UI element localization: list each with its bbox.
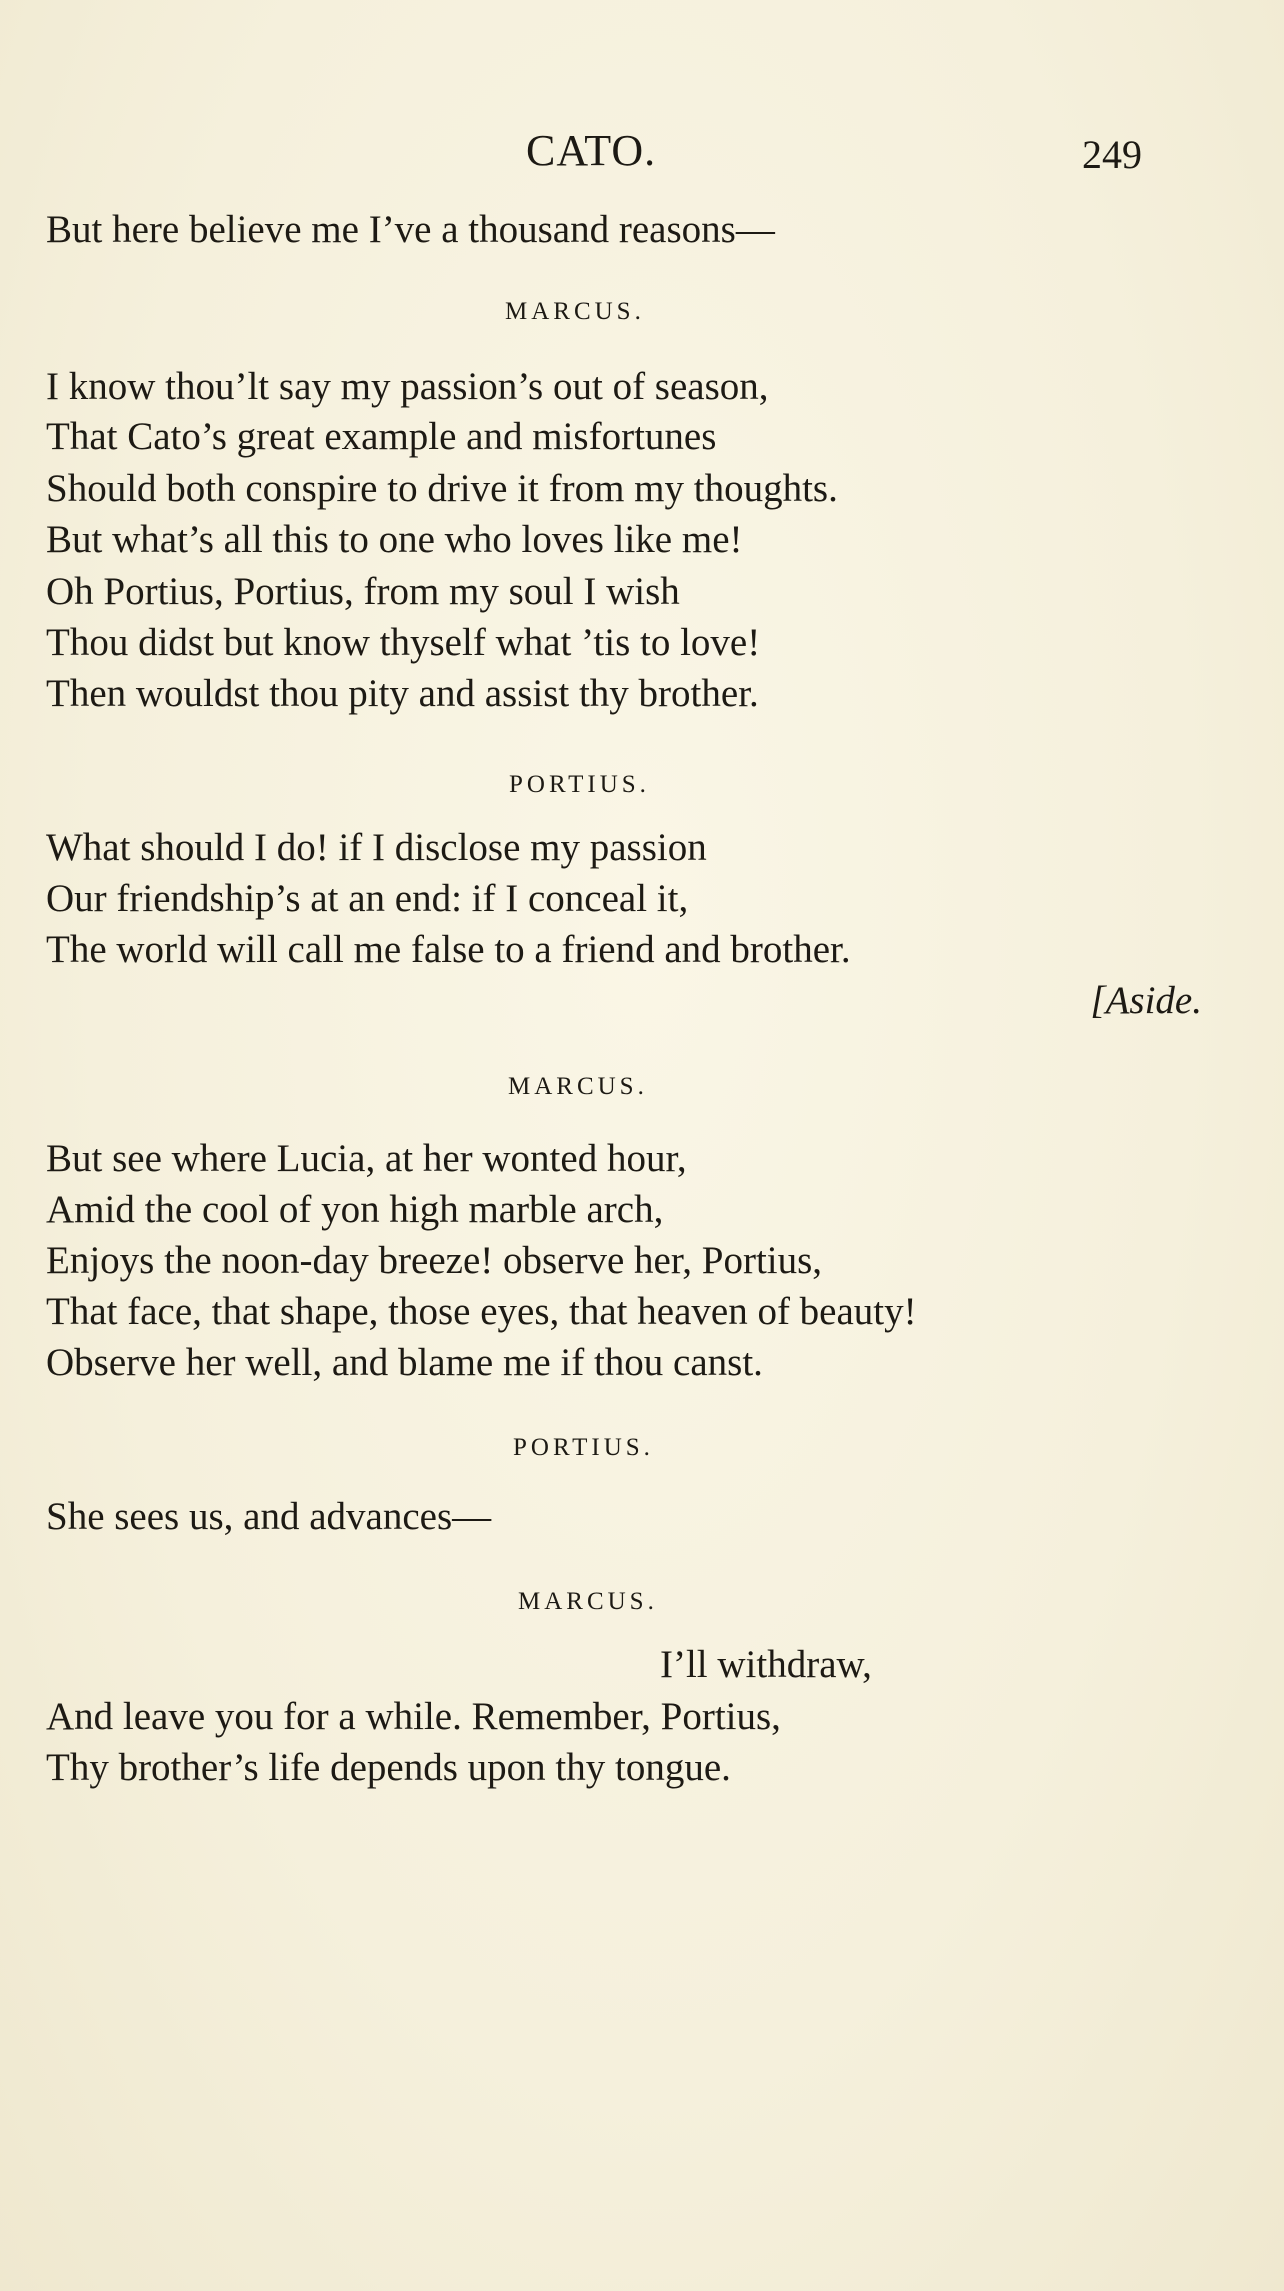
speaker-name: MARCUS. — [518, 1588, 658, 1615]
verse-line: But see where Lucia, at her wonted hour, — [46, 1137, 687, 1180]
verse-line: That face, that shape, those eyes, that heaven of beauty! — [46, 1290, 917, 1333]
verse-line: Then wouldst thou pity and assist thy brother. — [46, 672, 759, 715]
speaker-name: PORTIUS. — [513, 1434, 654, 1461]
verse-line: Enjoys the noon-day breeze! observe her, Portius, — [46, 1239, 823, 1282]
verse-line: Should both conspire to drive it from my thoughts. — [46, 467, 838, 510]
running-title: CATO. — [526, 126, 657, 175]
page-header — [0, 125, 1284, 185]
verse-line: I’ll withdraw, — [660, 1643, 872, 1686]
verse-line: Amid the cool of yon high marble arch, — [46, 1188, 664, 1231]
speaker-name: MARCUS. — [505, 298, 645, 325]
verse-line: That Cato’s great example and misfortunes — [46, 415, 717, 458]
verse-line: She sees us, and advances— — [46, 1495, 492, 1538]
verse-line: The world will call me false to a friend and brother. — [46, 928, 851, 971]
speaker-name: MARCUS. — [508, 1073, 648, 1100]
verse-line: What should I do! if I disclose my passion — [46, 826, 707, 869]
verse-line: Thy brother’s life depends upon thy tongue. — [46, 1746, 731, 1789]
verse-line: I know thou’lt say my passion’s out of season, — [46, 365, 769, 408]
stage-direction: [Aside. — [1090, 979, 1202, 1022]
verse-line: Thou didst but know thyself what ’tis to love! — [46, 621, 761, 664]
verse-line: Oh Portius, Portius, from my soul I wish — [46, 570, 680, 613]
verse-line: But what’s all this to one who loves like me! — [46, 518, 743, 561]
page-number: 249 — [1082, 132, 1142, 177]
verse-line: And leave you for a while. Remember, Portius, — [46, 1695, 781, 1738]
verse-line: Observe her well, and blame me if thou canst. — [46, 1341, 763, 1384]
verse-line: But here believe me I’ve a thousand reasons— — [46, 208, 775, 251]
speaker-name: PORTIUS. — [509, 771, 650, 798]
verse-line: Our friendship’s at an end: if I conceal it, — [46, 877, 689, 920]
